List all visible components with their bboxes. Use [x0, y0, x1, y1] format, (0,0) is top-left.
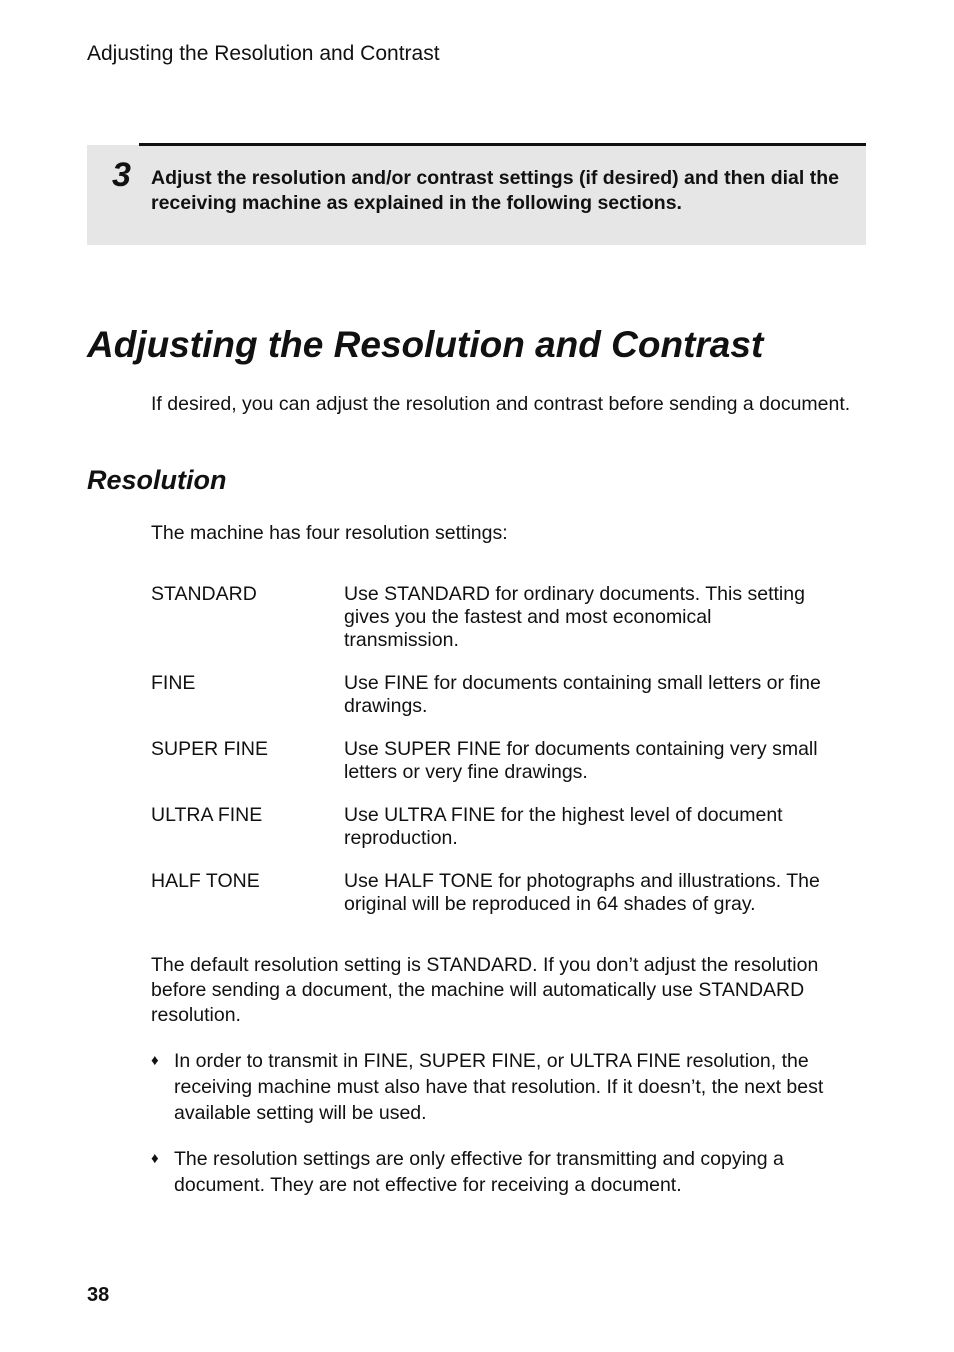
running-header: Adjusting the Resolution and Contrast — [87, 42, 440, 65]
list-item — [151, 1146, 851, 1198]
resolution-settings-list — [151, 583, 851, 936]
section-title: Adjusting the Resolution and Contrast — [87, 324, 764, 365]
setting-ultra-fine — [151, 804, 851, 850]
setting-name: ULTRA FINE — [151, 804, 263, 826]
setting-super-fine — [151, 738, 851, 784]
setting-name: SUPER FINE — [151, 738, 269, 760]
setting-description: Use ULTRA FINE for the highest level of document reproduction. — [344, 804, 783, 849]
default-resolution-note: The default resolution setting is STANDARD. If you don’t adjust the resolution before sending a document, the machine will automatically use STANDARD resolution. — [151, 954, 819, 1026]
step-instruction: Adjust the resolution and/or contrast settings (if desired) and then dial the receiving machine as explained in the following sections. — [151, 167, 839, 214]
list-item — [151, 1048, 851, 1126]
setting-description: Use STANDARD for ordinary documents. This setting gives you the fastest and most economical transmission. — [344, 583, 805, 651]
setting-description: Use HALF TONE for photographs and illustrations. The original will be reproduced in 64 shades of gray. — [344, 870, 820, 915]
bullet-text: The resolution settings are only effective for transmitting and copying a document. They are not effective for receiving a document. — [174, 1148, 784, 1196]
diamond-bullet-icon: ♦ — [151, 1052, 159, 1069]
setting-standard — [151, 583, 851, 652]
setting-name: STANDARD — [151, 583, 257, 605]
setting-fine — [151, 672, 851, 718]
bullet-text: In order to transmit in FINE, SUPER FINE, or ULTRA FINE resolution, the receiving machine must also have that resolution. If it doesn’t, the next best available setting will be used. — [174, 1050, 824, 1124]
notes-list — [151, 1048, 851, 1218]
page-number: 38 — [87, 1284, 110, 1306]
setting-half-tone — [151, 870, 851, 916]
setting-name: HALF TONE — [151, 870, 260, 892]
step-number: 3 — [112, 156, 131, 194]
setting-description: Use FINE for documents containing small letters or fine drawings. — [344, 672, 821, 717]
step-divider — [139, 143, 866, 146]
setting-name: FINE — [151, 672, 196, 694]
section-intro: If desired, you can adjust the resolution and contrast before sending a document. — [151, 393, 851, 415]
step-callout — [87, 145, 866, 245]
resolution-lead: The machine has four resolution settings: — [151, 522, 508, 544]
resolution-heading: Resolution — [87, 465, 227, 495]
setting-description: Use SUPER FINE for documents containing very small letters or very fine drawings. — [344, 738, 818, 783]
diamond-bullet-icon: ♦ — [151, 1150, 159, 1167]
